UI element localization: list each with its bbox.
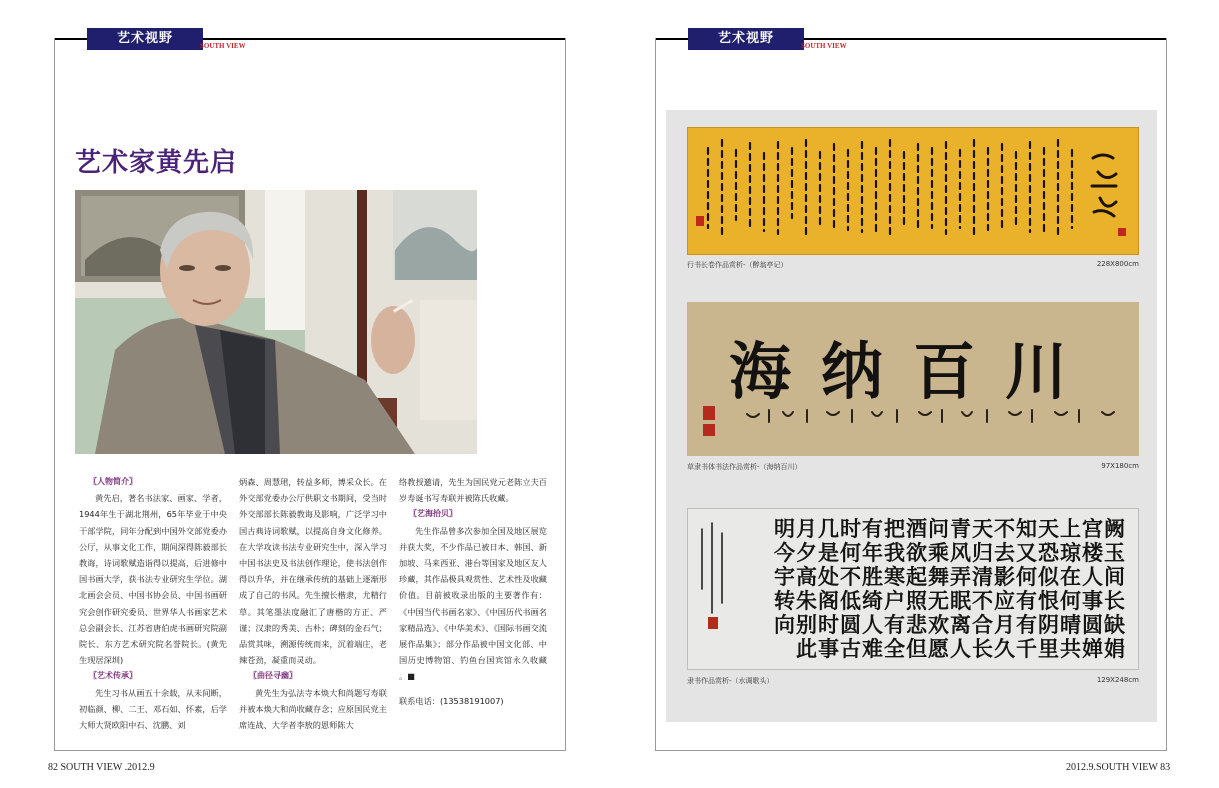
paragraph-path-start: 黄先生为弘法寺本焕大和尚题写寿联并被本焕大和尚收藏存念；应原国民党主席连战、大学者李敖的恩师陈大 [239,687,387,731]
section-tag: 艺术视野 [688,28,804,50]
section-heading-profile: 〖人物简介〗 [89,477,137,486]
caption-work-1 [687,260,1139,270]
artwork-shuidiaogetou [687,508,1139,670]
article-body [79,474,549,744]
paragraph-works: 先生作品曾多次参加全国及地区展览并获大奖，不少作品已被日本、韩国、新加坡、马来西亚、港台等国家及地区友人珍藏，其作品极具观赏性、艺术性及收藏价值。目前被收录出版的主要著作有：《中国当代书画名家》、《中国历代书画名家精品选》、《中华美术》、《国际书画交流展作品集》；部分作品被中国文化部、中国历史博物馆、钓鱼台国宾馆永久收藏 。■ [399,525,547,682]
caption-text: 隶书作品赏析-（水调歌头） [687,677,774,685]
caption-work-3 [687,676,1139,686]
clerical-text [738,517,1126,661]
caption-size: 129X248cm [1096,676,1139,684]
calligraphy-title: 海纳百川 [728,335,1097,408]
clerical-line: 向别时圆人有悲欢离合月有阴晴圆缺 [774,612,1126,637]
signature-marks [692,509,736,669]
artist-photo-illustration [75,190,477,454]
section-heading-path: 〖曲径寻幽〗 [249,671,297,681]
clerical-line: 转朱阁低绮户照无眠不应有恨何事长 [774,588,1126,613]
left-page [54,31,566,751]
section-heading-heritage: 〖艺术传承〗 [89,671,137,681]
column-3 [399,474,547,709]
running-script-marks [688,128,1138,254]
article-title: 艺术家黄先启 [75,148,238,178]
clerical-line: 今夕是何年我欲乘风归去又恐琼楼玉 [774,540,1126,565]
section-heading-works: 〖艺海拾贝〗 [409,509,457,519]
folio-right: 2012.9.SOUTH VIEW 83 [1066,762,1171,773]
paragraph-profile: 黄先启，著名书法家、画家、学者，1944年生于湖北荆州，65年毕业于中央干部学院，同年分配到中国外交部党委办公厅，从事文化工作，期间深得陈毅部长教诲，诗词歌赋造诣得以提高，后进修中国书画大学，获书法专业研究生学位。湖北画会会员、中国书协会员、中国书画研究会创作研究委员、世界华人书画家艺术总会副会长、江苏省唐伯虎书画研究院副院长、东方艺术研究院名誉院长。(黄先生现居深圳) [79,493,227,666]
folio-left: 82 SOUTH VIEW .2012.9 [48,762,155,773]
section-subtitle: SOUTH VIEW [801,42,847,50]
artist-photo [75,190,477,454]
caption-text: 行书长卷作品赏析-（醉翁亭记） [687,261,788,269]
caption-text: 草隶书体书法作品赏析-（海纳百川） [687,463,802,471]
inscription-marks [687,302,1139,456]
right-page [655,31,1167,751]
clerical-line: 此事古难全但愿人长久千里共婵娟 [796,636,1126,661]
artwork-gallery [666,110,1157,722]
contact-phone: 联系电话：(13538191007) [399,695,504,706]
caption-size: 97X180cm [1101,462,1139,470]
section-tag: 艺术视野 [87,28,203,50]
artwork-hainabaichuan [687,302,1139,456]
caption-work-2 [687,462,1139,472]
column-1 [79,474,227,733]
clerical-line: 明月几时有把酒问青天不知天上宫阙 [774,516,1126,541]
artwork-zuiwengting [687,127,1139,255]
paragraph-heritage-start: 先生习书从画五十余载，从未间断，初临颜、柳、二王、邓石如、怀素，后学大师大贤欧阳中石、沈鹏、刘 [79,687,227,731]
paragraph-heritage-cont: 炳森、周慧珺，转益多师，博采众长。在外交部党委办公厅供职文书期间，受当时外交部部长陈毅教诲及影响，广泛学习中国古典诗词歌赋，以提高自身文化修养。在大学攻读书法专业研究生中，深入学习中国书法史及书法创作理论，使书法创作得以升华，并在继承传统的基础上逐渐形成了自己的书风。先生擅长楷隶，尤精行草。其笔墨法度融汇了唐楷的方正、严谨；汉隶的秀美、古朴；碑刻的金石气；品赏其味，溯源传统而来，沉着端庄，老辣苍劲，凝重而灵动。 [239,477,387,666]
clerical-line: 宇高处不胜寒起舞弄清影何似在人间 [774,564,1126,589]
caption-size: 228X800cm [1096,260,1139,268]
paragraph-path-cont: 络教授邀请，先生为国民党元老陈立夫百岁寿诞书写寿联并被陈氏收藏。 [399,477,547,504]
section-subtitle: SOUTH VIEW [200,42,246,50]
column-2 [239,474,387,733]
